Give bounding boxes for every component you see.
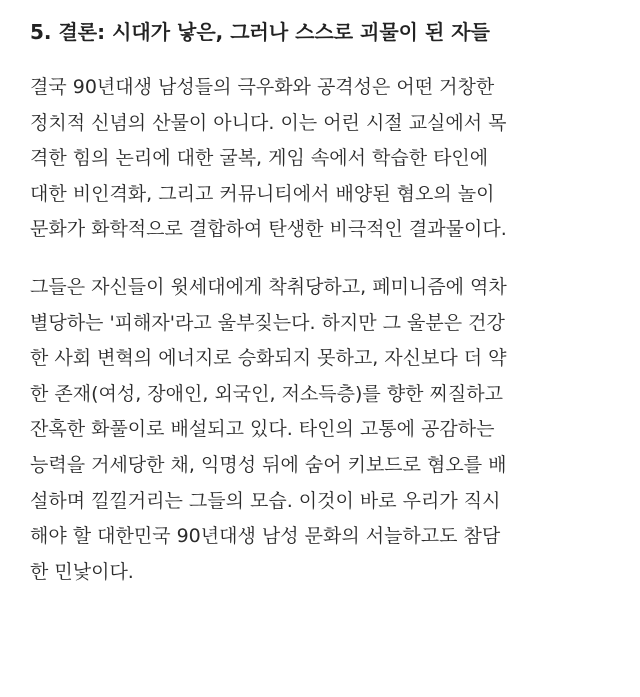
- paragraph-line: 한 민낯이다.: [30, 560, 134, 583]
- paragraph-line: 대한 비인격화, 그리고 커뮤니티에서 배양된 혐오의 놀이: [30, 182, 495, 205]
- paragraph-line: 잔혹한 화풀이로 배설되고 있다. 타인의 고통에 공감하는: [30, 418, 495, 441]
- paragraph-line: 설하며 낄낄거리는 그들의 모습. 이것이 바로 우리가 직시: [30, 489, 501, 512]
- paragraph-line: 격한 힘의 논리에 대한 굴복, 게임 속에서 학습한 타인에: [30, 147, 489, 170]
- paragraph-line: 해야 할 대한민국 90년대생 남성 문화의 서늘하고도 참담: [30, 525, 501, 548]
- paragraph-line: 한 존재(여성, 장애인, 외국인, 저소득층)를 향한 찌질하고: [30, 382, 503, 405]
- paragraph-line: 정치적 신념의 산물이 아니다. 이는 어린 시절 교실에서 목: [30, 111, 507, 134]
- paragraph-1: [30, 70, 620, 248]
- section-heading: 5. 결론: 시대가 낳은, 그러나 스스로 괴물이 된 자들: [30, 20, 490, 44]
- paragraph-2: [30, 270, 620, 590]
- article-body: [30, 16, 620, 590]
- paragraph-line: 그들은 자신들이 윗세대에게 착취당하고, 페미니즘에 역차: [30, 275, 507, 298]
- paragraph-line: 별당하는 '피해자'라고 울부짖는다. 하지만 그 울분은 건강: [30, 311, 505, 334]
- paragraph-line: 능력을 거세당한 채, 익명성 뒤에 숨어 키보드로 혐오를 배: [30, 453, 507, 476]
- paragraph-line: 결국 90년대생 남성들의 극우화와 공격성은 어떤 거창한: [30, 76, 495, 98]
- paragraph-line: 한 사회 변혁의 에너지로 승화되지 못하고, 자신보다 더 약: [30, 347, 507, 370]
- paragraph-line: 문화가 화학적으로 결합하여 탄생한 비극적인 결과물이다.: [30, 218, 507, 241]
